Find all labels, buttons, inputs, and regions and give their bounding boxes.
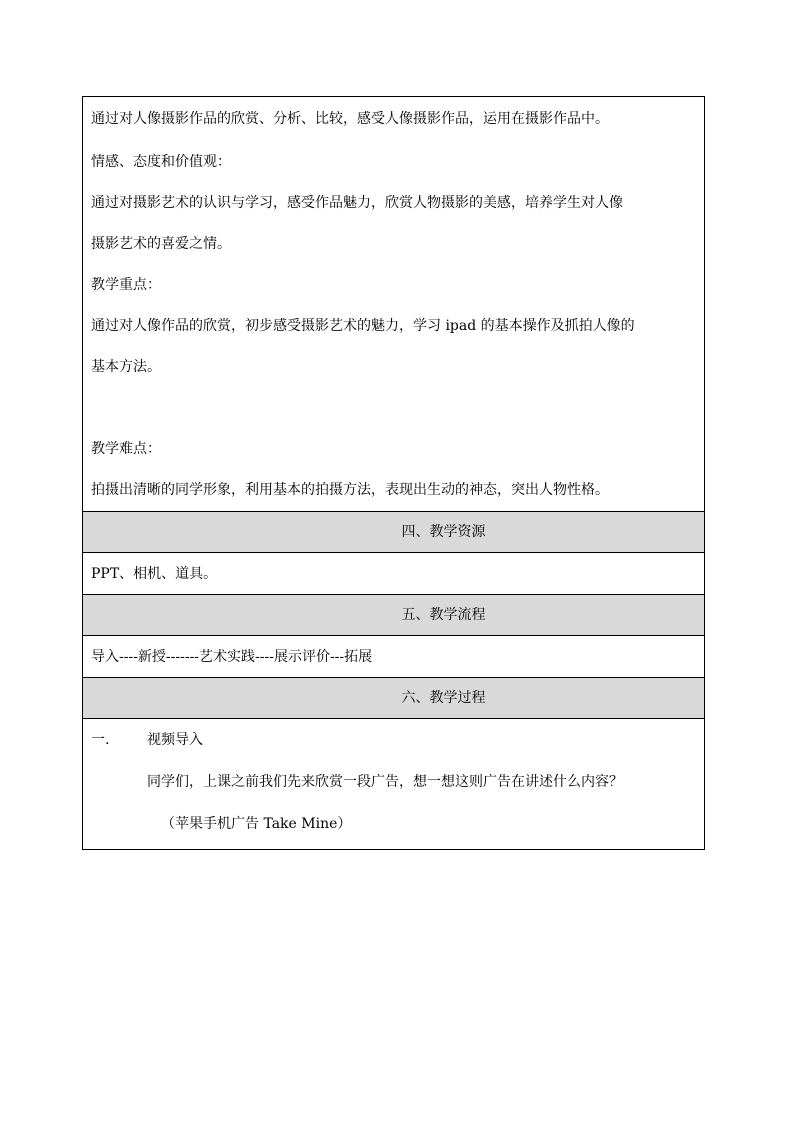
objectives-section — [83, 97, 704, 512]
process-item-title — [91, 719, 696, 761]
process-item-label: 视频导入 — [147, 732, 203, 748]
blank-line — [91, 388, 696, 429]
key-points-text-cont: 基本方法。 — [91, 359, 161, 375]
process-item-note: （苹果手机广告 Take Mine） — [161, 816, 352, 832]
process-item-text: 同学们，上课之前我们先来欣赏一段广告，想一想这则广告在讲述什么内容？ — [147, 774, 623, 790]
process-content — [83, 719, 704, 849]
process-heading: 六、教学过程 — [83, 678, 704, 719]
flow-heading: 五、教学流程 — [83, 595, 704, 636]
lesson-plan-table — [82, 96, 705, 850]
key-points-text: 通过对人像作品的欣赏，初步感受摄影艺术的魅力，学习 ipad 的基本操作及抓拍人像的 — [91, 318, 635, 334]
emotion-heading: 情感、态度和价值观： — [91, 154, 231, 170]
key-points-heading: 教学重点： — [91, 277, 161, 293]
emotion-text-cont: 摄影艺术的喜爱之情。 — [91, 236, 231, 252]
difficult-points-text: 拍摄出清晰的同学形象，利用基本的拍摄方法，表现出生动的神态，突出人物性格。 — [91, 482, 609, 498]
difficult-points-heading: 教学难点： — [91, 441, 161, 457]
resources-content: PPT、相机、道具。 — [83, 553, 704, 595]
emotion-text: 通过对摄影艺术的认识与学习，感受作品魅力，欣赏人物摄影的美感，培养学生对人像 — [91, 195, 623, 211]
objective-text: 通过对人像摄影作品的欣赏、分析、比较，感受人像摄影作品，运用在摄影作品中。 — [91, 111, 609, 127]
resources-heading: 四、教学资源 — [83, 512, 704, 553]
process-item-number: 一. — [91, 732, 110, 748]
flow-content: 导入----新授-------艺术实践----展示评价---拓展 — [83, 636, 704, 678]
